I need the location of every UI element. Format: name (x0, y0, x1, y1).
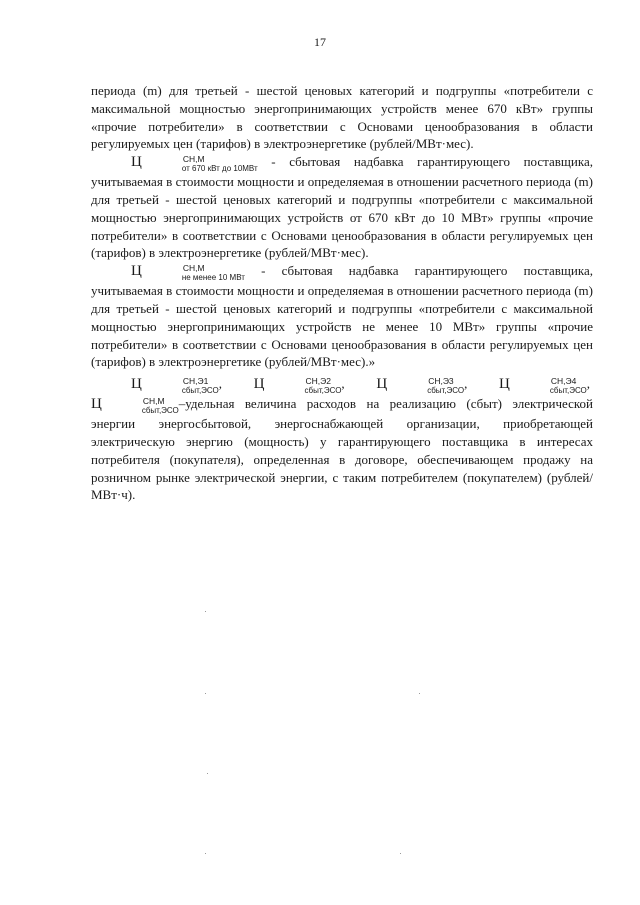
scan-speck (400, 853, 401, 854)
formula-symbol-e1: Ц СН,Э1 сбыт,ЭСО , (131, 376, 222, 396)
formula-symbol-m: Ц СН,М сбыт,ЭСО (91, 396, 179, 416)
page-number: 17 (314, 35, 326, 49)
paragraph-1 (91, 82, 593, 153)
paragraph-2-text: - сбытовая надбавка гарантирующего поставщика, учитываемая в стоимости мощности и определяемая в отношении расчетного периода (m) для третьей - шестой ценовых категорий и подгруппы «потребители с максимальной мощностью энергопринимающих устройств от 670 кВт до 10 МВт» группы «прочие потребители» в соответствии с Основами ценообразования в области регулируемых цен (тарифов) в электроэнергетике (рублей/МВт·мес). (91, 154, 593, 261)
paragraph-4-text: –удельная величина расходов на реализацию (сбыт) электрической энергии энергосбытовой, энергоснабжающей организации, приобретающей электрическую энергию (мощность) у гарантирующего поставщика в интересах потребителя (покупателя), определенная в договоре, обеспечивающем продажу на розничном рынке электрической энергии, с таким потребителем (покупателем) (рублей/МВт·ч). (91, 396, 593, 503)
scan-speck (205, 611, 206, 612)
scan-speck (207, 773, 208, 774)
formula-symbol-c-sn-m-670: Ц СН,М от 670 кВт до 10МВт (131, 154, 258, 174)
formula-symbol-e3: Ц СН,Э3 сбыт,ЭСО , (376, 376, 468, 396)
paragraph-3 (91, 262, 593, 371)
scan-speck (205, 693, 206, 694)
paragraph-1-text: периода (m) для третьей - шестой ценовых категорий и подгруппы «потребители с максимальной мощностью энергопринимающих устройств менее 670 кВт» группы «прочие потребители» в соответствии с Основами ценообразования в области регулируемых цен (тарифов) в электроэнергетике (рублей/МВт·мес). (91, 83, 593, 152)
formula-symbol-e2: Ц СН,Э2 сбыт,ЭСО , (253, 376, 345, 396)
formula-symbol-c-sn-m-10mw: Ц СН,М не менее 10 МВт (131, 263, 245, 283)
document-body (91, 82, 593, 504)
scan-speck (205, 853, 206, 854)
paragraph-4 (91, 375, 593, 504)
paragraph-3-text: - сбытовая надбавка гарантирующего поставщика, учитываемая в стоимости мощности и определяемая в отношении расчетного периода (m) для третьей - шестой ценовых категорий и подгруппы «потребители с максимальной мощностью энергопринимающих устройств не менее 10 МВт» группы «прочие потребители» в соответствии с Основами ценообразования в области регулируемых цен (тарифов) в электроэнергетике (рублей/МВт·мес).» (91, 263, 593, 370)
formula-symbol-e4: Ц СН,Э4 сбыт,ЭСО , (499, 376, 591, 396)
paragraph-2 (91, 153, 593, 262)
scan-speck (419, 693, 420, 694)
